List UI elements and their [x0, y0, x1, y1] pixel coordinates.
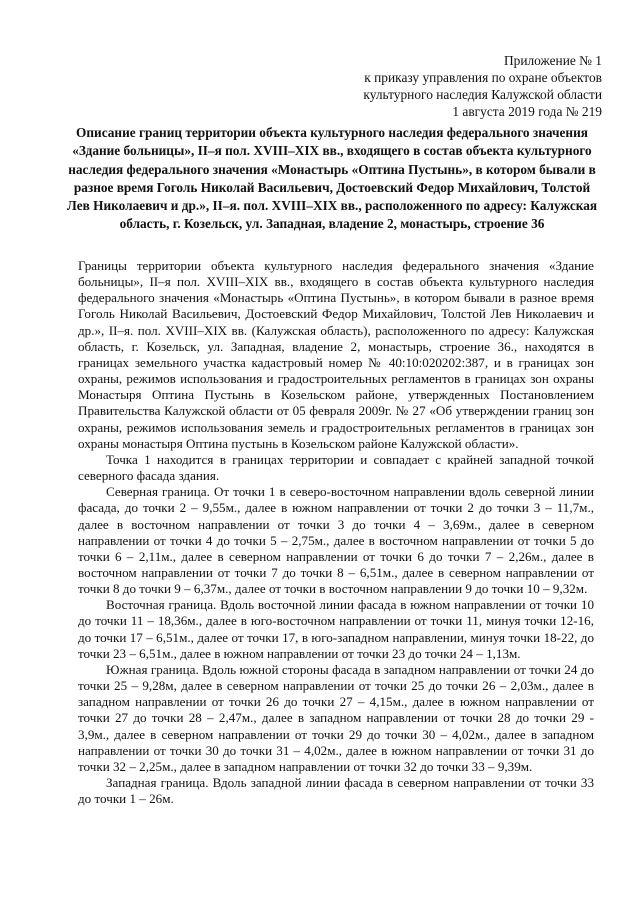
north-boundary-paragraph: Северная граница. От точки 1 в северо-восточном направлении вдоль северной линии фасада, до точки 2 – 9,55м., далее в южном направлении от точки 2 до точки 3 – 11,7м., далее в восточном направлении от точки 3 до точки 4 – 3,69м., далее в северном направлении от точки 4 до точки 5 – 2,75м., далее в восточном направлении от точки 5 до точки 6 – 2,11м., далее в северном направлении от точки 6 до точки 7 – 2,26м., далее в восточном направлении от точки 7 до точки 8 – 6,51м., далее в северном направлении от точки 8 до точки 9 – 6,37м., далее от точки в восточном направлении 9 до точки 10 – 9,32м. [78, 484, 594, 597]
appendix-number: Приложение № 1 [503, 53, 602, 68]
south-boundary-paragraph: Южная граница. Вдоль южной стороны фасада в западном направлении от точки 24 до точки 25 – 9,28м, далее в северном направлении от точки 25 до точки 26 – 2,03м., далее в западном направлении от точки 26 до точки 27 – 4,15м., далее в южном направлении от точки 27 до точки 28 – 2,47м., далее в западном направлении от точки 28 до точки 29 - 3,9м., далее в северном направлении от точки 29 до точки 30 – 4,02м., далее в западном направлении от точки 30 до точки 31 – 4,02м., далее в южном направлении от точки 31 до точки 32 – 2,25м., далее в западном направлении от точки 32 до точки 33 – 9,39м. [78, 661, 594, 774]
appendix-order-ref: к приказу управления по охране объектов [364, 70, 602, 85]
appendix-date: 1 августа 2019 года № 219 [452, 104, 602, 119]
point-1-paragraph: Точка 1 находится в границах территории и совпадает с крайней западной точкой северного фасада здания. [78, 451, 594, 484]
west-boundary-paragraph: Западная граница. Вдоль западной линии фасада в северном направлении от точки 33 до точки 1 – 26м. [78, 775, 594, 807]
east-boundary-paragraph: Восточная граница. Вдоль восточной линии фасада в южном направлении от точки 10 до точки 11 – 18,36м., далее в юго-восточном направлении от точки 11, минуя точки 12-16, до точки 17 – 6,51м., далее от точки 17, в юго-западном направлении, минуя точки 18-22, до точки 23 – 6,51м., далее в южном направлении от точки 23 до точки 24 – 1,13м. [78, 597, 594, 661]
document-title: Описание границ территории объекта культурного наследия федерального значения «Здание больницы», II–я пол. XVIII–XIX вв., входящего в состав объекта культурного наследия федерального значения «Монастырь «Оптина Пустынь», в котором бывали в разное время Гоголь Николай Васильевич, Достоевский Федор Михайлович, Толстой Лев Николаевич и др.», II–я. пол. XVIII–XIX вв., расположенного по адресу: Калужская область, г. Козельск, ул. Западная, владение 2, монастырь, строение 36 [66, 125, 598, 232]
intro-paragraph: Границы территории объекта культурного наследия федерального значения «Здание больницы», II–я пол. XVIII–XIX вв., входящего в состав объекта культурного наследия федерального значения «Монастырь «Оптина Пустынь», в котором бывали в разное время Гоголь Николай Васильевич, Достоевский Федор Михайлович, Толстой Лев Николаевич и др.», II–я. пол. XVIII–XIX вв. (Калужская область), расположенного по адресу: Калужская область, г. Козельск, ул. Западная, владение 2, монастырь, строение 36., находятся в границах земельного участка кадастровый номер № 40:10:020202:387, и в границах зон охраны, режимов использования и градостроительных регламентов в границах зон охраны Монастыря Оптина Пустынь в Козельском районе, утвержденных Постановлением Правительства Калужской области от 05 февраля 2009г. № 27 «Об утверждении границ зон охраны, режимов использования земель и градостроительных регламентов в границах зон охраны монастыря Оптина пустынь в Козельском районе Калужской области». [78, 258, 594, 451]
document-body [78, 258, 594, 807]
appendix-header [363, 52, 602, 120]
appendix-authority: культурного наследия Калужской области [363, 87, 602, 102]
